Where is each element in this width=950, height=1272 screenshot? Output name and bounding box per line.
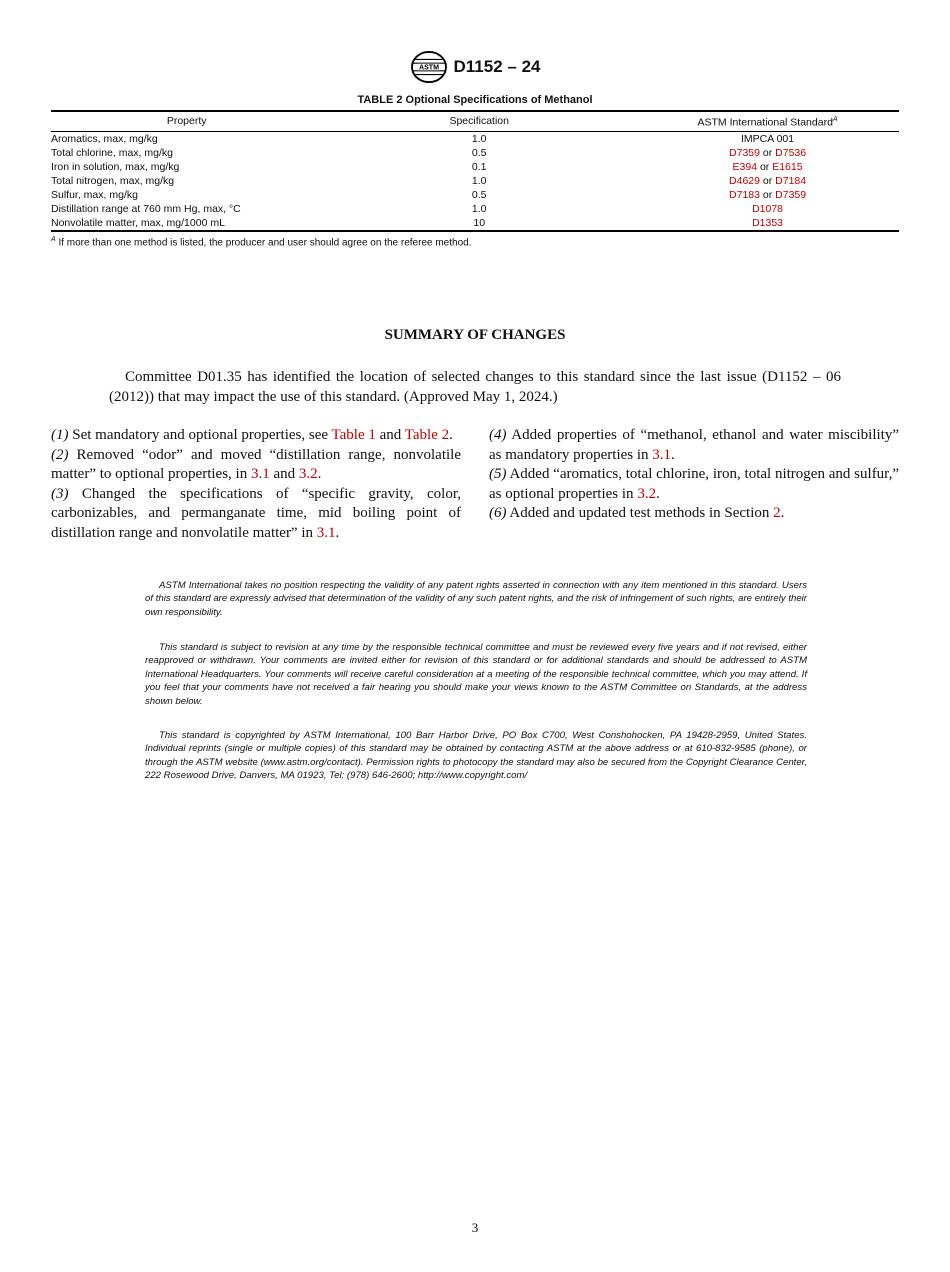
cell-spec: 10 [473,216,486,229]
cell-spec: 0.1 [471,160,487,173]
cell-spec: 1.0 [471,132,487,145]
header-standard-label: ASTM International Standard [697,116,833,129]
table-row [51,131,899,146]
item-number: (6) [489,505,507,521]
change-item [489,465,899,504]
page-header [0,50,950,89]
patent-notice: ASTM International takes no position respecting the validity of any patent rights asserted in connection with any item mentioned in this standard. Users of this standard are expressly advised that determination of the validity of any such patent rights, and the risk of infringement of such rights, are entirely their own responsibility. [145,580,807,618]
standard-link[interactable]: D7359 [775,188,807,201]
item-text: . [449,427,453,443]
document-number: D1152 – 24 [453,57,541,76]
cell-spec: 1.0 [471,174,487,187]
table-footnote [51,236,899,248]
item-number: (5) [489,466,507,482]
table-header-row [51,111,899,131]
section-2-link[interactable]: 2 [773,505,781,521]
header-specification: Specification [449,115,509,128]
or-text: or [759,146,776,159]
cell-property: Aromatics, max, mg/kg [51,132,158,145]
changes-column-left [51,426,461,543]
or-text: or [759,174,776,187]
section-3-1-link[interactable]: 3.1 [250,466,270,482]
item-text: Changed the specifications of “specific gravity, color, carbonizables, and permanganate time, mid boiling point of distillation range and nonvolatile matter” in [51,485,461,541]
item-number: (2) [51,446,69,463]
item-text: Removed “odor” and moved “distillation range, nonvolatile matter” to optional properties, in [51,446,461,482]
table-row [51,160,899,174]
cell-standard [636,146,899,160]
cell-spec: 0.5 [471,188,487,201]
item-number: (1) [51,427,69,443]
summary-intro: Committee D01.35 has identified the location of selected changes to this standard since the last issue (D1152 – 06 (2012)) that may impact the use of this standard. (Approved May 1, 2024.) [109,369,841,405]
or-text: or [757,160,773,173]
footnote-text: If more than one method is listed, the producer and user should agree on the referee method. [55,236,472,248]
item-text: . [671,446,675,463]
cell-spec: 1.0 [471,202,487,215]
page-number: 3 [471,1220,479,1235]
header-footnote-mark: A [832,116,838,123]
table-row [51,188,899,202]
item-number: (3) [51,485,69,502]
item-text: and [375,427,405,443]
standard-link[interactable]: D7536 [775,146,807,159]
header-standard [636,111,899,131]
cell-standard [636,188,899,202]
spec-table [51,110,899,232]
change-item [489,504,899,524]
standard-link[interactable]: D1078 [752,202,784,215]
table-2-link[interactable]: Table 2 [404,427,450,443]
table-body [51,131,899,231]
table-2 [51,94,899,248]
section-3-2-link[interactable]: 3.2 [637,485,657,502]
cell-property: Sulfur, max, mg/kg [51,188,138,201]
cell-standard [636,160,899,174]
change-item [51,446,461,485]
change-item [489,426,899,465]
standard-link[interactable]: E1615 [772,160,803,173]
section-3-1-link[interactable]: 3.1 [652,446,672,463]
or-text: or [759,188,776,201]
item-text: . [335,524,340,541]
standard-link[interactable]: D7359 [729,146,760,159]
astm-logo-icon [410,50,448,84]
change-item [51,485,461,544]
cell-standard [636,216,899,231]
table-row [51,174,899,188]
cell-property: Distillation range at 760 mm Hg, max, °C [51,202,241,215]
item-text: . [656,485,660,502]
revision-notice: This standard is subject to revision at any time by the responsible technical committee and must be reviewed every five years and if not revised, either reapproved or withdrawn. Your comments are invited either for revision of this standard or for additional standards and should be addressed to ASTM International Headquarters. Your comments will receive careful consideration at a meeting of the responsible technical committee, which you may attend. If you feel that your comments have not received a fair hearing you should make your views known to the ASTM Committee on Standards, at the address shown below. [145,642,807,707]
footnote-mark: A [51,235,56,243]
cell-spec: 0.5 [471,146,487,159]
cell-property: Nonvolatile matter, max, mg/1000 mL [51,216,225,229]
cell-standard [636,202,899,216]
standard-link[interactable]: D7184 [775,174,807,187]
cell-standard [636,174,899,188]
cell-standard [636,131,899,146]
item-text: Set mandatory and optional properties, see [68,427,332,443]
standard-link[interactable]: D1353 [752,216,784,229]
logo-text: ASTM [418,63,439,72]
standard-link[interactable]: D7183 [729,188,760,201]
changes-column-right [489,426,899,524]
table-row [51,202,899,216]
item-number: (4) [489,427,507,443]
cell-property: Iron in solution, max, mg/kg [51,160,180,173]
header-property: Property [166,115,207,128]
item-text: . [780,505,785,521]
item-text: Added “aromatics, total chlorine, iron, total nitrogen and sulfur,” as optional properties in [489,466,899,502]
change-item [51,426,461,446]
copyright-notice: This standard is copyrighted by ASTM International, 100 Barr Harbor Drive, PO Box C700, West Conshohocken, PA 19428-2959, United States. Individual reprints (single or multiple copies) of this standard may be obtained by contacting ASTM at the above address or at 610-832-9585 (phone), or through the ASTM website (www.astm.org/contact). Permission rights to photocopy the standard may also be secured from the Copyright Clearance Center, 222 Rosewood Drive, Danvers, MA 01923, Tel: (978) 646-2600; http://www.copyright.com/ [145,730,807,782]
item-text: and [269,466,299,482]
summary-title: SUMMARY OF CHANGES [384,327,566,343]
section-3-1-link[interactable]: 3.1 [316,524,336,541]
item-text: Added properties of “methanol, ethanol and water miscibility” as mandatory properties in [489,427,899,463]
standard-ref: IMPCA 001 [740,132,795,145]
item-text: Added and updated test methods in Section [506,505,774,521]
table-row [51,216,899,231]
table-row [51,146,899,160]
table-1-link[interactable]: Table 1 [331,427,376,443]
standard-link[interactable]: D4629 [729,174,760,187]
cell-property: Total nitrogen, max, mg/kg [51,174,175,187]
cell-property: Total chlorine, max, mg/kg [51,146,173,159]
standard-link[interactable]: E394 [732,160,758,173]
item-text: . [317,466,322,482]
table-caption: TABLE 2 Optional Specifications of Methanol [357,94,593,106]
section-3-2-link[interactable]: 3.2 [298,466,318,482]
